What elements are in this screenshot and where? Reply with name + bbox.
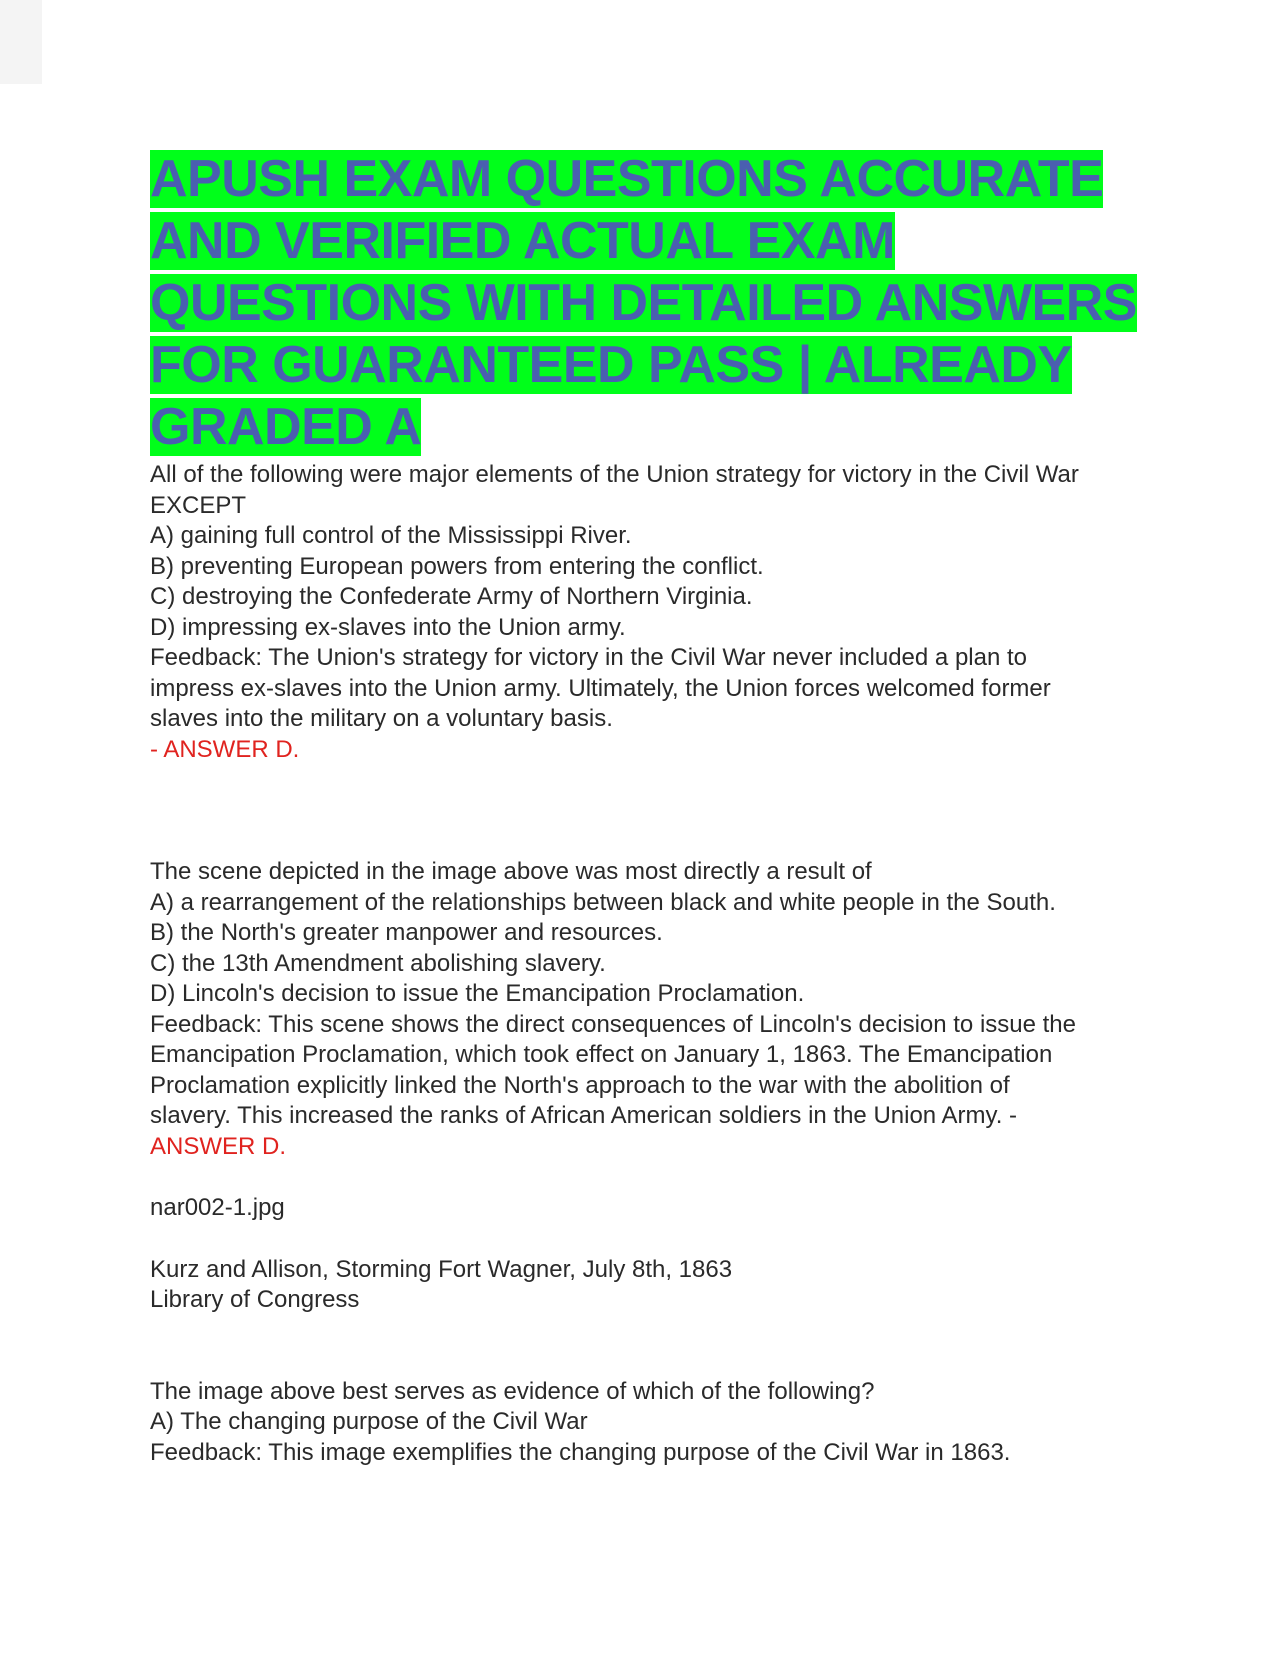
answer-key: - ANSWER D. [150,735,300,763]
answer-option: C) destroying the Confederate Army of Northern Virginia. [150,583,753,610]
question-stem: All of the following were major elements of the Union strategy for victory in the Civil War [150,461,1079,488]
question-stem: EXCEPT [150,491,247,519]
answer-option: A) gaining full control of the Mississippi River. [150,522,632,549]
spacer [150,1316,1150,1377]
feedback-text: impress ex-slaves into the Union army. Ultimately, the Union forces welcomed former [150,674,1051,702]
question-2 [150,857,1150,1162]
question-1 [150,460,1150,765]
image-source: Library of Congress [150,1286,360,1313]
feedback-text: Feedback: This scene shows the direct consequences of Lincoln's decision to issue the [150,1010,1077,1038]
feedback-text: Feedback: This image exemplifies the changing purpose of the Civil War in 1863. [150,1438,1011,1466]
answer-option: A) a rearrangement of the relationships between black and white people in the South. [150,888,1056,916]
feedback-text: slaves into the military on a voluntary basis. [150,705,613,732]
document-page [150,148,1150,1468]
spacer [150,1162,1150,1193]
question-stem: The scene depicted in the image above was most directly a result of [150,858,872,885]
image-caption: Kurz and Allison, Storming Fort Wagner, July 8th, 1863 [150,1255,733,1283]
image-filename: nar002-1.jpg [150,1194,285,1221]
answer-option: D) impressing ex-slaves into the Union army. [150,613,626,641]
page-corner-tab [0,0,42,84]
answer-option: C) the 13th Amendment abolishing slavery. [150,949,606,977]
answer-option: D) Lincoln's decision to issue the Emancipation Proclamation. [150,980,805,1007]
answer-option: B) the North's greater manpower and resources. [150,919,663,946]
spacer [150,1224,1150,1255]
answer-key: ANSWER D. [150,1132,287,1160]
answer-option: B) preventing European powers from entering the conflict. [150,552,764,580]
image-reference [150,1193,1150,1316]
question-stem: The image above best serves as evidence of which of the following? [150,1377,875,1405]
question-3 [150,1377,1150,1469]
feedback-text: Emancipation Proclamation, which took effect on January 1, 1863. The Emancipation [150,1041,1053,1068]
spacer [150,765,1150,857]
answer-option: A) The changing purpose of the Civil War [150,1408,588,1435]
title-highlight: APUSH EXAM QUESTIONS ACCURATE AND VERIFIED ACTUAL EXAM QUESTIONS WITH DETAILED ANSWERS FOR GUARANTEED PASS | ALREADY GRADED A [150,150,1137,456]
feedback-text: slavery. This increased the ranks of African American soldiers in the Union Army. - [150,1102,1018,1129]
feedback-text: Feedback: The Union's strategy for victory in the Civil War never included a plan to [150,644,1027,671]
feedback-text: Proclamation explicitly linked the North's approach to the war with the abolition of [150,1071,1010,1099]
document-title [150,148,1150,458]
